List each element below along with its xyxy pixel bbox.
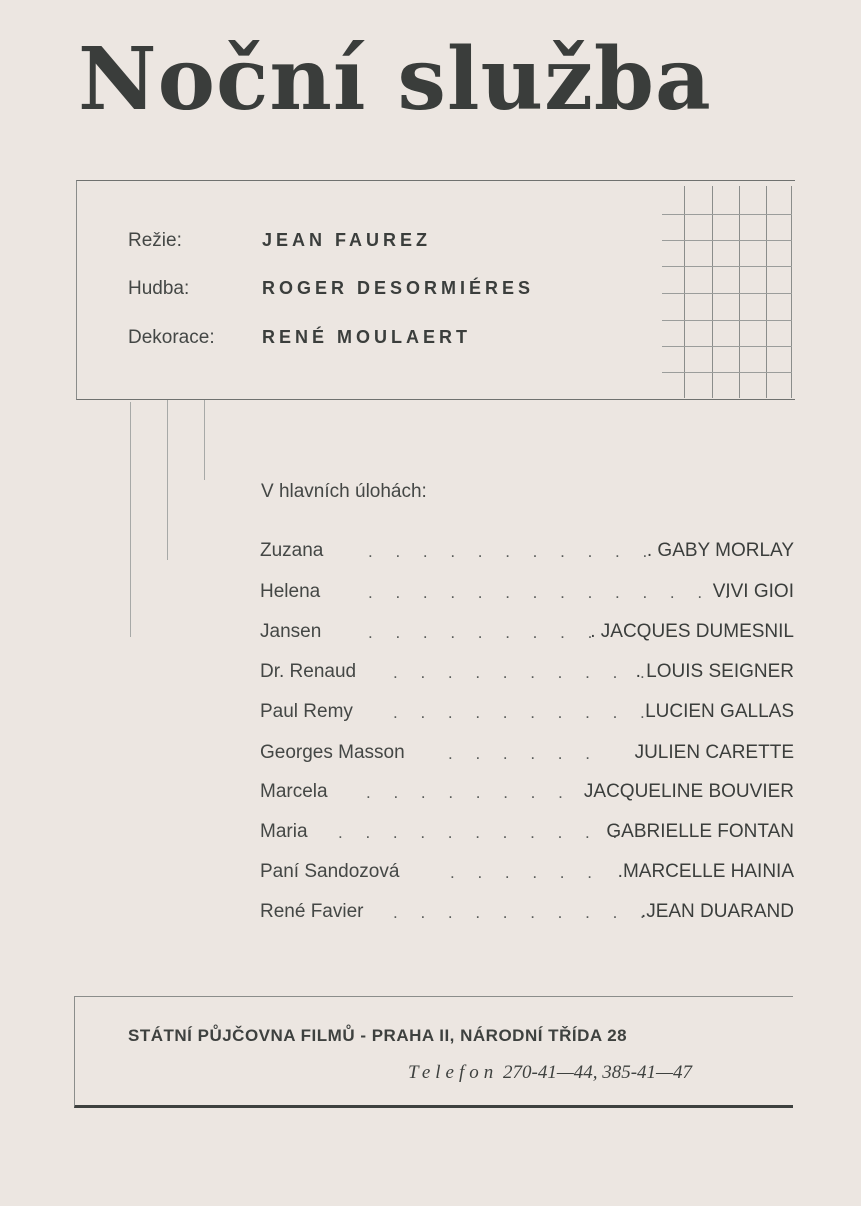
credit-label: Hudba: (128, 278, 190, 299)
actor-name: .JEAN DUARAND (640, 901, 794, 922)
page-title: Noční služba (78, 29, 712, 130)
role-name: Zuzana (260, 540, 324, 561)
role-name: Paul Remy (260, 701, 353, 722)
actor-name: JACQUELINE BOUVIER (583, 781, 794, 802)
actor-name: VIVI GIOI (712, 581, 794, 602)
role-name: Paní Sandozová (260, 861, 400, 882)
actor-name: .MARCELLE HAINIA (617, 861, 794, 882)
leader-dots: . . . . . . . . . . (393, 703, 654, 722)
distributor-address: STÁTNÍ PŮJČOVNA FILMŮ - PRAHA II, NÁRODNÍ TŘÍDA 28 (128, 1026, 628, 1045)
leader-dots: . . . . . . . . . . (393, 663, 654, 682)
cast-row (260, 661, 794, 687)
credit-value: RENÉ MOULAERT (262, 327, 471, 347)
phone-numbers: 270-41—44, 385-41—47 (503, 1062, 692, 1083)
actor-name: LUCIEN GALLAS (645, 701, 794, 722)
cast-row (260, 821, 794, 847)
leader-dots: . . . . . . (448, 744, 599, 763)
actor-name: . LOUIS SEIGNER (635, 661, 794, 682)
role-name: Helena (260, 581, 321, 602)
credit-value: JEAN FAUREZ (262, 230, 432, 250)
cast-row (260, 621, 794, 647)
decorative-grid (662, 186, 792, 398)
role-name: Georges Masson (260, 742, 405, 763)
credit-label: Dekorace: (128, 327, 215, 348)
role-name: René Favier (260, 901, 364, 922)
leader-dots: . . . . . . (450, 863, 601, 882)
phone-line (408, 1062, 692, 1084)
cast-row (260, 742, 794, 768)
cast-row (260, 540, 794, 566)
credit-label: Režie: (128, 230, 182, 251)
leader-dots: . . . . . . . . . . . (368, 542, 657, 561)
cast-row (260, 781, 794, 807)
role-name: Jansen (260, 621, 322, 642)
cast-row (260, 901, 794, 927)
actor-name: . GABY MORLAY (646, 540, 794, 561)
actor-name: JULIEN CARETTE (634, 742, 794, 763)
leader-dots: . . . . . . . . . (368, 623, 602, 642)
role-name: Maria (260, 821, 308, 842)
actor-name: . JACQUES DUMESNIL (590, 621, 794, 642)
actor-name: GABRIELLE FONTAN (606, 821, 794, 842)
role-name: Dr. Renaud (260, 661, 357, 682)
cast-heading: V hlavních úlohách: (261, 481, 427, 502)
phone-label: Telefon (408, 1062, 499, 1083)
footer-box (74, 996, 793, 1108)
cast-row (260, 581, 794, 607)
leader-dots: . . . . . . . . (366, 783, 572, 802)
leader-dots: . . . . . . . . . . (393, 903, 654, 922)
leader-dots: . . . . . . . . . . . (338, 823, 627, 842)
role-name: Marcela (260, 781, 328, 802)
cast-row (260, 861, 794, 887)
cast-row (260, 701, 794, 727)
credit-value: ROGER DESORMIÉRES (262, 278, 535, 298)
leader-dots: . . . . . . . . . . . . . . (368, 583, 739, 602)
